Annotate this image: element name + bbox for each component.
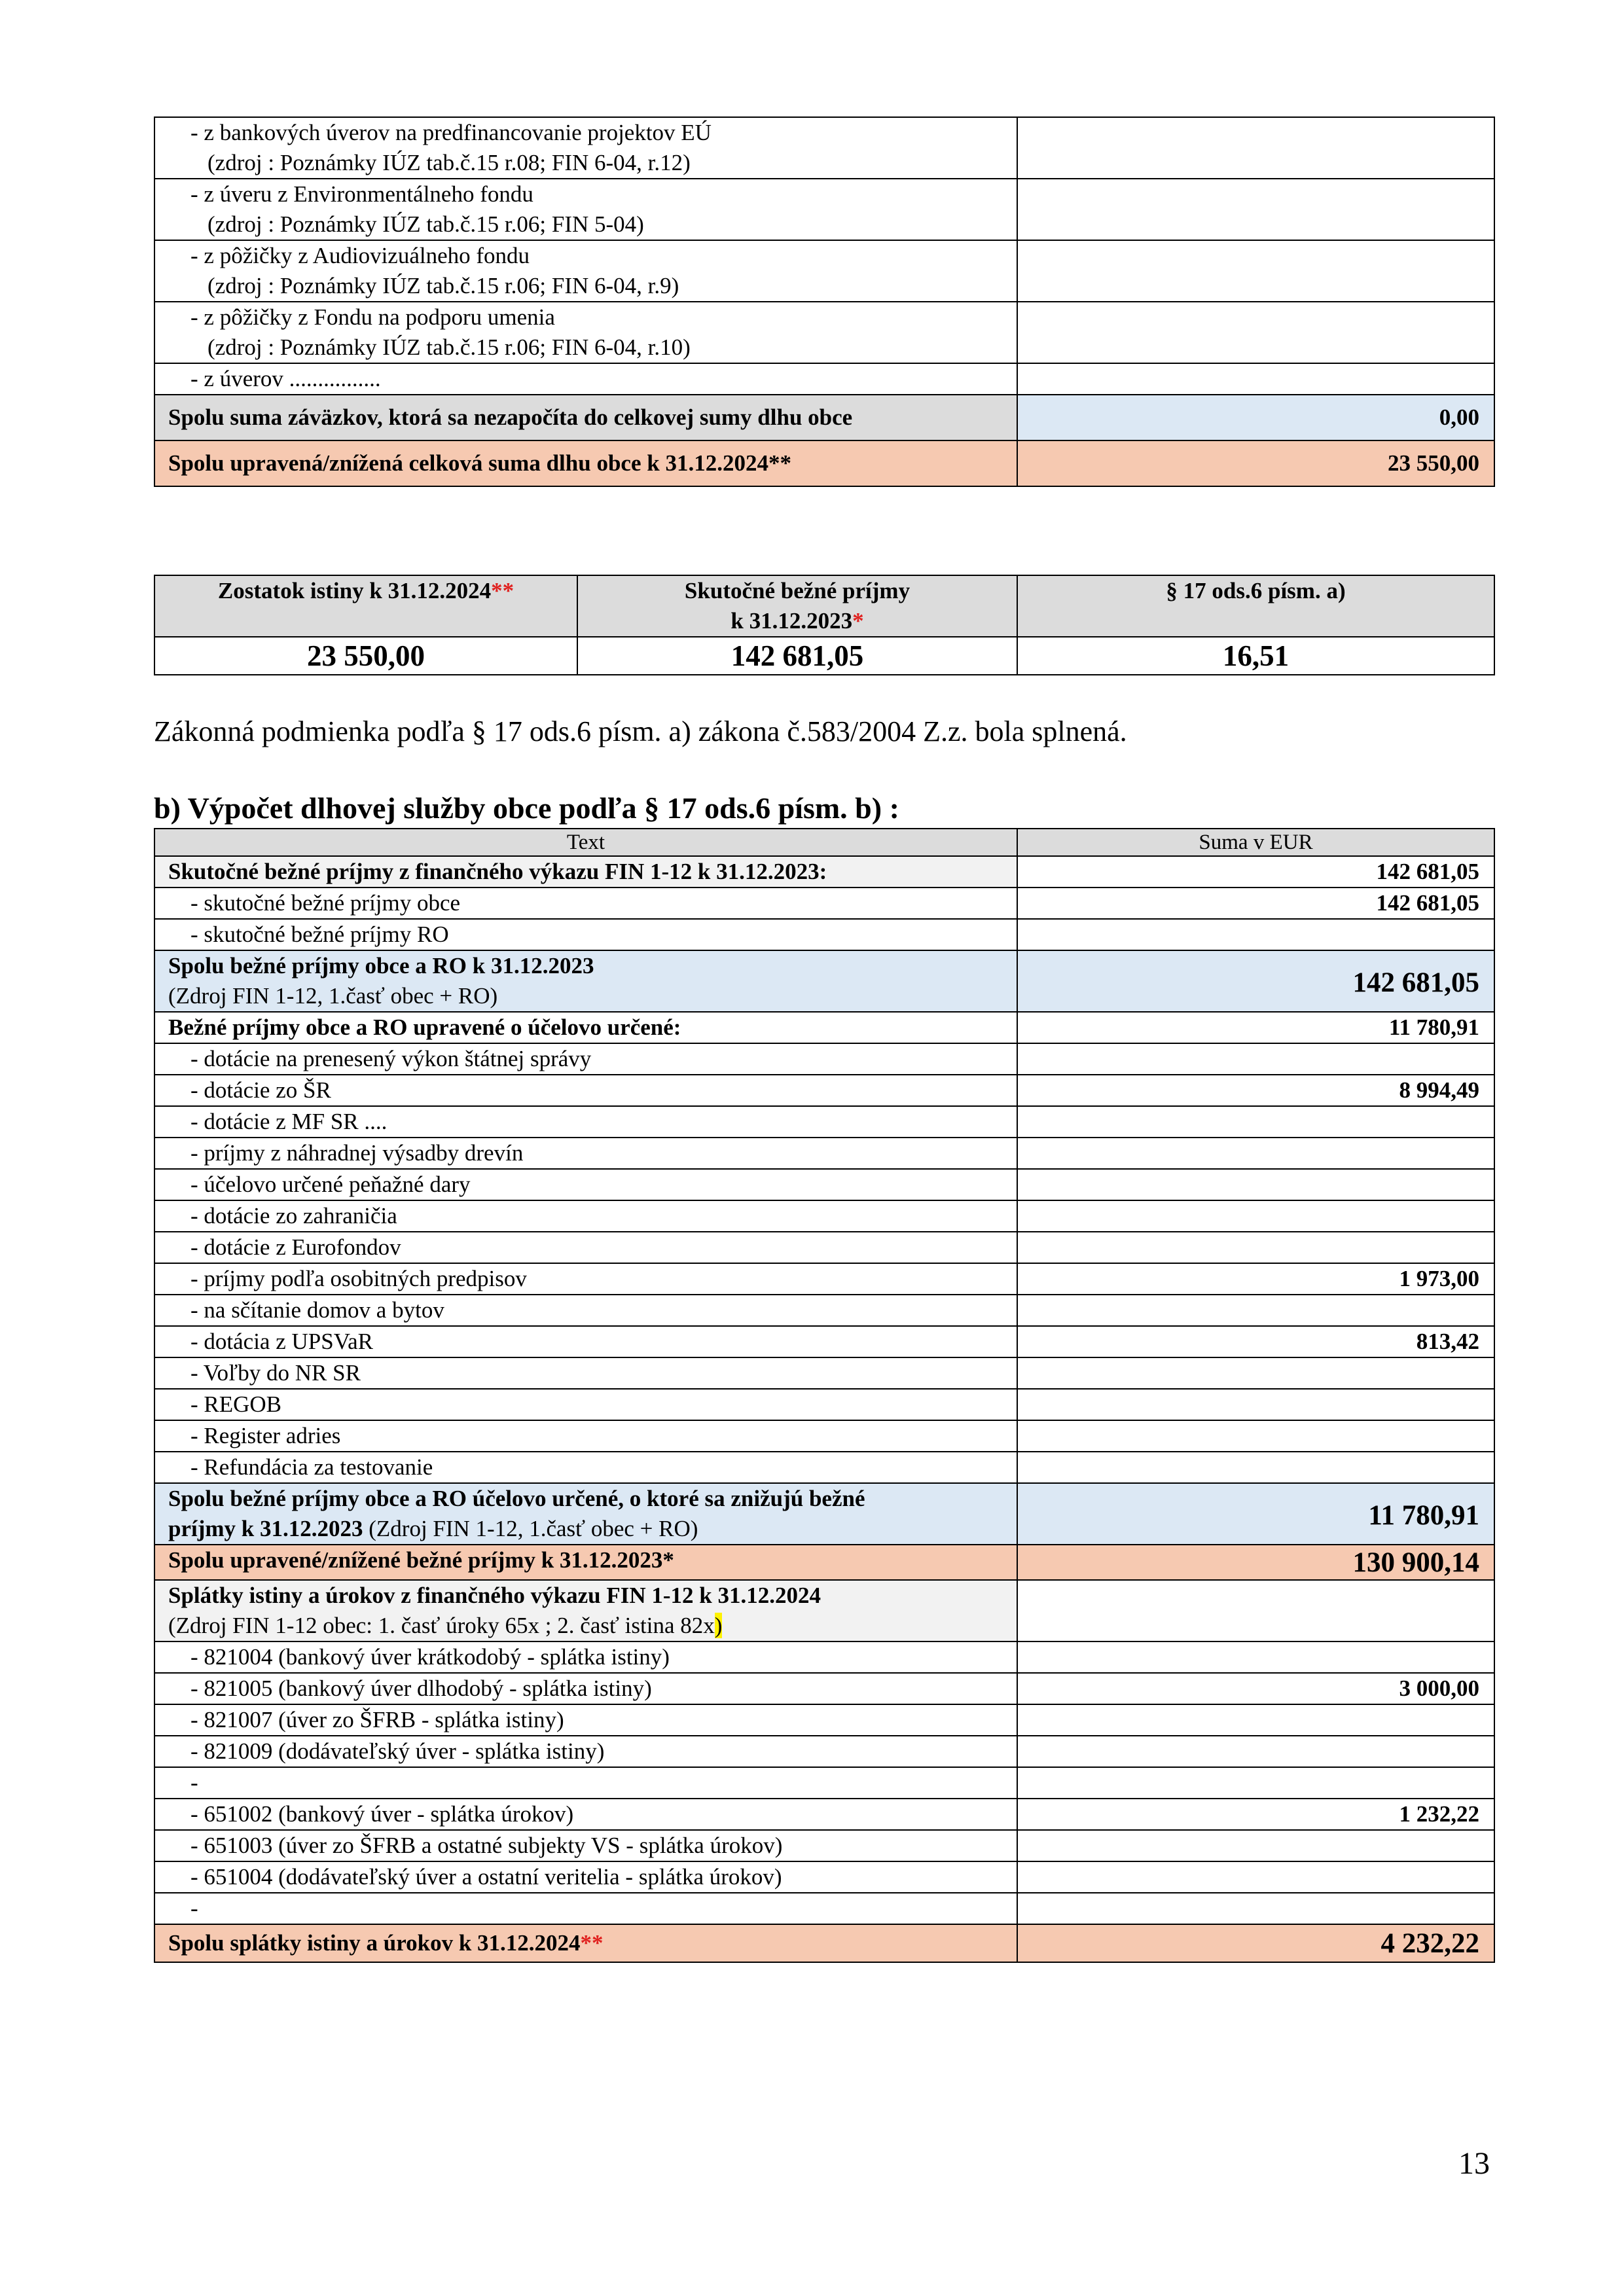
table-row bbox=[154, 1357, 1494, 1389]
table-row bbox=[154, 240, 1494, 302]
debt-exclusions-table bbox=[154, 117, 1495, 487]
table-row bbox=[154, 1673, 1494, 1704]
row-amount bbox=[1017, 1106, 1494, 1138]
table-row bbox=[154, 1389, 1494, 1420]
row-label bbox=[154, 302, 1017, 363]
total-adjusted-label: Spolu upravená/znížená celková suma dlhu obce k 31.12.2024** bbox=[154, 440, 1017, 486]
col-header-principal-text: Zostatok istiny k 31.12.2024 bbox=[217, 578, 492, 603]
row-label-line2-bold: príjmy k 31.12.2023 bbox=[168, 1516, 363, 1541]
ratio-a-value-row bbox=[154, 637, 1494, 675]
row-label bbox=[154, 117, 1017, 179]
row-amount bbox=[1017, 1138, 1494, 1169]
row-label bbox=[154, 1580, 1017, 1641]
row-amount: 1 232,22 bbox=[1017, 1799, 1494, 1830]
table-row bbox=[154, 1263, 1494, 1295]
col-header-revenue-line1: Skutočné bežné príjmy bbox=[684, 578, 911, 603]
row-amount: 142 681,05 bbox=[1017, 950, 1494, 1012]
table-row bbox=[154, 1326, 1494, 1357]
table-row bbox=[154, 1924, 1494, 1962]
row-amount bbox=[1017, 1200, 1494, 1232]
row-amount bbox=[1017, 1295, 1494, 1326]
row-label: - REGOB bbox=[154, 1389, 1017, 1420]
row-label: Spolu upravené/znížené bežné príjmy k 31.12.2023* bbox=[154, 1545, 1017, 1580]
table-row bbox=[154, 1232, 1494, 1263]
row-label-line1: Spolu bežné príjmy obce a RO účelovo určené, o ktoré sa znižujú bežné bbox=[168, 1486, 865, 1511]
row-amount bbox=[1017, 919, 1494, 950]
table-row bbox=[154, 1106, 1494, 1138]
section-b-heading: b) Výpočet dlhovej služby obce podľa § 17 ods.6 písm. b) : bbox=[154, 791, 899, 825]
row-label: - Register adries bbox=[154, 1420, 1017, 1452]
row-label-line2: (zdroj : Poznámky IÚZ tab.č.15 r.06; FIN 5-04) bbox=[208, 211, 644, 237]
row-label: - skutočné bežné príjmy obce bbox=[154, 888, 1017, 919]
row-label-text: Spolu splátky istiny a úrokov k 31.12.2024 bbox=[168, 1930, 581, 1956]
row-amount bbox=[1017, 1641, 1494, 1673]
row-amount: 142 681,05 bbox=[1017, 888, 1494, 919]
row-label-line2: (zdroj : Poznámky IÚZ tab.č.15 r.06; FIN 6-04, r.9) bbox=[208, 273, 679, 298]
table-row bbox=[154, 1799, 1494, 1830]
row-label-line1: - z bankových úverov na predfinancovanie projektov EÚ bbox=[190, 120, 712, 145]
row-label: - 821005 (bankový úver dlhodobý - splátka istiny) bbox=[154, 1673, 1017, 1704]
table-row bbox=[154, 117, 1494, 179]
table-row bbox=[154, 1295, 1494, 1326]
row-amount: 1 973,00 bbox=[1017, 1263, 1494, 1295]
row-label: - 821004 (bankový úver krátkodobý - splátka istiny) bbox=[154, 1641, 1017, 1673]
row-amount: 4 232,22 bbox=[1017, 1924, 1494, 1962]
row-label-source: (Zdroj FIN 1-12, 1.časť obec + RO) bbox=[168, 983, 498, 1009]
row-label: - Refundácia za testovanie bbox=[154, 1452, 1017, 1483]
row-label-line2: (zdroj : Poznámky IÚZ tab.č.15 r.06; FIN 6-04, r.10) bbox=[208, 334, 691, 360]
row-amount: 11 780,91 bbox=[1017, 1012, 1494, 1043]
row-label bbox=[154, 1483, 1017, 1545]
row-amount bbox=[1017, 1389, 1494, 1420]
col-header-revenue bbox=[577, 575, 1017, 637]
row-amount bbox=[1017, 1043, 1494, 1075]
footnote-mark: ** bbox=[491, 578, 514, 603]
table-row bbox=[154, 919, 1494, 950]
row-amount bbox=[1017, 1861, 1494, 1893]
col-header-revenue-line2: k 31.12.2023 bbox=[731, 608, 853, 634]
row-amount bbox=[1017, 363, 1494, 395]
row-label: - príjmy z náhradnej výsadby drevín bbox=[154, 1138, 1017, 1169]
row-label: - 651004 (dodávateľský úver a ostatní veritelia - splátka úrokov) bbox=[154, 1861, 1017, 1893]
row-label-line1: - z pôžičky z Audiovizuálneho fondu bbox=[190, 243, 530, 268]
col-header-text: Text bbox=[154, 829, 1017, 856]
table-row bbox=[154, 1452, 1494, 1483]
row-label: - 821009 (dodávateľský úver - splátka istiny) bbox=[154, 1736, 1017, 1767]
row-label: Skutočné bežné príjmy z finančného výkazu FIN 1-12 k 31.12.2023: bbox=[154, 856, 1017, 888]
row-amount bbox=[1017, 117, 1494, 179]
ratio-a-header-row bbox=[154, 575, 1494, 637]
row-label bbox=[154, 950, 1017, 1012]
table-row bbox=[154, 1767, 1494, 1799]
table-row bbox=[154, 1861, 1494, 1893]
table-row bbox=[154, 950, 1494, 1012]
row-label-bold: Splátky istiny a úrokov z finančného výkazu FIN 1-12 k 31.12.2024 bbox=[168, 1583, 821, 1608]
row-amount bbox=[1017, 240, 1494, 302]
table-row bbox=[154, 1012, 1494, 1043]
row-amount bbox=[1017, 1893, 1494, 1924]
principal-value: 23 550,00 bbox=[154, 637, 577, 675]
total-adjusted-value: 23 550,00 bbox=[1017, 440, 1494, 486]
row-label: - dotácie z Eurofondov bbox=[154, 1232, 1017, 1263]
row-label: - na sčítanie domov a bytov bbox=[154, 1295, 1017, 1326]
row-label: - účelovo určené peňažné dary bbox=[154, 1169, 1017, 1200]
table-row bbox=[154, 1545, 1494, 1580]
row-label-line1: - z pôžičky z Fondu na podporu umenia bbox=[190, 304, 555, 330]
row-label: - bbox=[154, 1893, 1017, 1924]
col-header-ratio: § 17 ods.6 písm. a) bbox=[1017, 575, 1494, 637]
row-label-source: (Zdroj FIN 1-12 obec: 1. časť úroky 65x ; 2. časť istina 82x bbox=[168, 1613, 715, 1638]
table-row bbox=[154, 302, 1494, 363]
row-label: - dotácie na prenesený výkon štátnej správy bbox=[154, 1043, 1017, 1075]
row-amount: 813,42 bbox=[1017, 1326, 1494, 1357]
table-header-row bbox=[154, 829, 1494, 856]
highlighted-paren: ) bbox=[714, 1613, 723, 1638]
row-amount bbox=[1017, 1580, 1494, 1641]
row-amount bbox=[1017, 1767, 1494, 1799]
footnote-mark: * bbox=[852, 608, 864, 634]
row-amount: 11 780,91 bbox=[1017, 1483, 1494, 1545]
table-row bbox=[154, 1830, 1494, 1861]
row-label: - dotácie z MF SR .... bbox=[154, 1106, 1017, 1138]
row-label-line1: - z úveru z Environmentálneho fondu bbox=[190, 181, 533, 207]
table-row bbox=[154, 363, 1494, 395]
row-amount: 3 000,00 bbox=[1017, 1673, 1494, 1704]
table-row bbox=[154, 1420, 1494, 1452]
row-amount: 8 994,49 bbox=[1017, 1075, 1494, 1106]
sum-excluded-label: Spolu suma záväzkov, ktorá sa nezapočíta do celkovej sumy dlhu obce bbox=[154, 395, 1017, 440]
row-amount bbox=[1017, 1357, 1494, 1389]
row-label: - 651002 (bankový úver - splátka úrokov) bbox=[154, 1799, 1017, 1830]
row-label: - dotácie zo ŠR bbox=[154, 1075, 1017, 1106]
col-header-principal bbox=[154, 575, 577, 637]
row-amount bbox=[1017, 302, 1494, 363]
table-row bbox=[154, 1043, 1494, 1075]
table-row bbox=[154, 1580, 1494, 1641]
ratio-value: 16,51 bbox=[1017, 637, 1494, 675]
row-label: - skutočné bežné príjmy RO bbox=[154, 919, 1017, 950]
row-label: Bežné príjmy obce a RO upravené o účelovo určené: bbox=[154, 1012, 1017, 1043]
row-label: - bbox=[154, 1767, 1017, 1799]
total-adjusted-row bbox=[154, 440, 1494, 486]
row-label-line2: (zdroj : Poznámky IÚZ tab.č.15 r.08; FIN 6-04, r.12) bbox=[208, 150, 691, 175]
sum-excluded-value: 0,00 bbox=[1017, 395, 1494, 440]
table-row bbox=[154, 1200, 1494, 1232]
row-amount bbox=[1017, 1420, 1494, 1452]
table-row bbox=[154, 1893, 1494, 1924]
condition-paragraph: Zákonná podmienka podľa § 17 ods.6 písm. a) zákona č.583/2004 Z.z. bola splnená. bbox=[154, 715, 1127, 747]
page-number: 13 bbox=[1458, 2146, 1490, 2181]
sum-excluded-row bbox=[154, 395, 1494, 440]
row-label: - Voľby do NR SR bbox=[154, 1357, 1017, 1389]
table-row bbox=[154, 1641, 1494, 1673]
repayment-items bbox=[154, 1641, 1494, 1924]
footnote-mark: ** bbox=[580, 1930, 604, 1956]
table-row bbox=[154, 1736, 1494, 1767]
debt-service-table bbox=[154, 828, 1495, 1963]
ratio-a-table bbox=[154, 575, 1495, 675]
table-row bbox=[154, 1704, 1494, 1736]
row-amount bbox=[1017, 1232, 1494, 1263]
row-amount bbox=[1017, 1452, 1494, 1483]
row-amount bbox=[1017, 1169, 1494, 1200]
table-row bbox=[154, 888, 1494, 919]
row-amount bbox=[1017, 1830, 1494, 1861]
table-row bbox=[154, 1075, 1494, 1106]
earmarked-items bbox=[154, 1043, 1494, 1483]
table-row bbox=[154, 1138, 1494, 1169]
table-row bbox=[154, 1169, 1494, 1200]
row-label: - dotácia z UPSVaR bbox=[154, 1326, 1017, 1357]
row-amount bbox=[1017, 1736, 1494, 1767]
table-row bbox=[154, 1483, 1494, 1545]
row-amount bbox=[1017, 179, 1494, 240]
row-amount: 142 681,05 bbox=[1017, 856, 1494, 888]
row-amount bbox=[1017, 1704, 1494, 1736]
row-label: - dotácie zo zahraničia bbox=[154, 1200, 1017, 1232]
row-label: - príjmy podľa osobitných predpisov bbox=[154, 1263, 1017, 1295]
row-label bbox=[154, 179, 1017, 240]
row-label bbox=[154, 1924, 1017, 1962]
row-label bbox=[154, 240, 1017, 302]
col-header-sum: Suma v EUR bbox=[1017, 829, 1494, 856]
row-amount: 130 900,14 bbox=[1017, 1545, 1494, 1580]
row-label: - z úverov ................ bbox=[154, 363, 1017, 395]
row-label: - 821007 (úver zo ŠFRB - splátka istiny) bbox=[154, 1704, 1017, 1736]
row-label-bold: Spolu bežné príjmy obce a RO k 31.12.2023 bbox=[168, 953, 594, 978]
revenue-value: 142 681,05 bbox=[577, 637, 1017, 675]
table-row bbox=[154, 856, 1494, 888]
row-label-source: (Zdroj FIN 1-12, 1.časť obec + RO) bbox=[363, 1516, 698, 1541]
row-label: - 651003 (úver zo ŠFRB a ostatné subjekty VS - splátka úrokov) bbox=[154, 1830, 1017, 1861]
table-row bbox=[154, 179, 1494, 240]
